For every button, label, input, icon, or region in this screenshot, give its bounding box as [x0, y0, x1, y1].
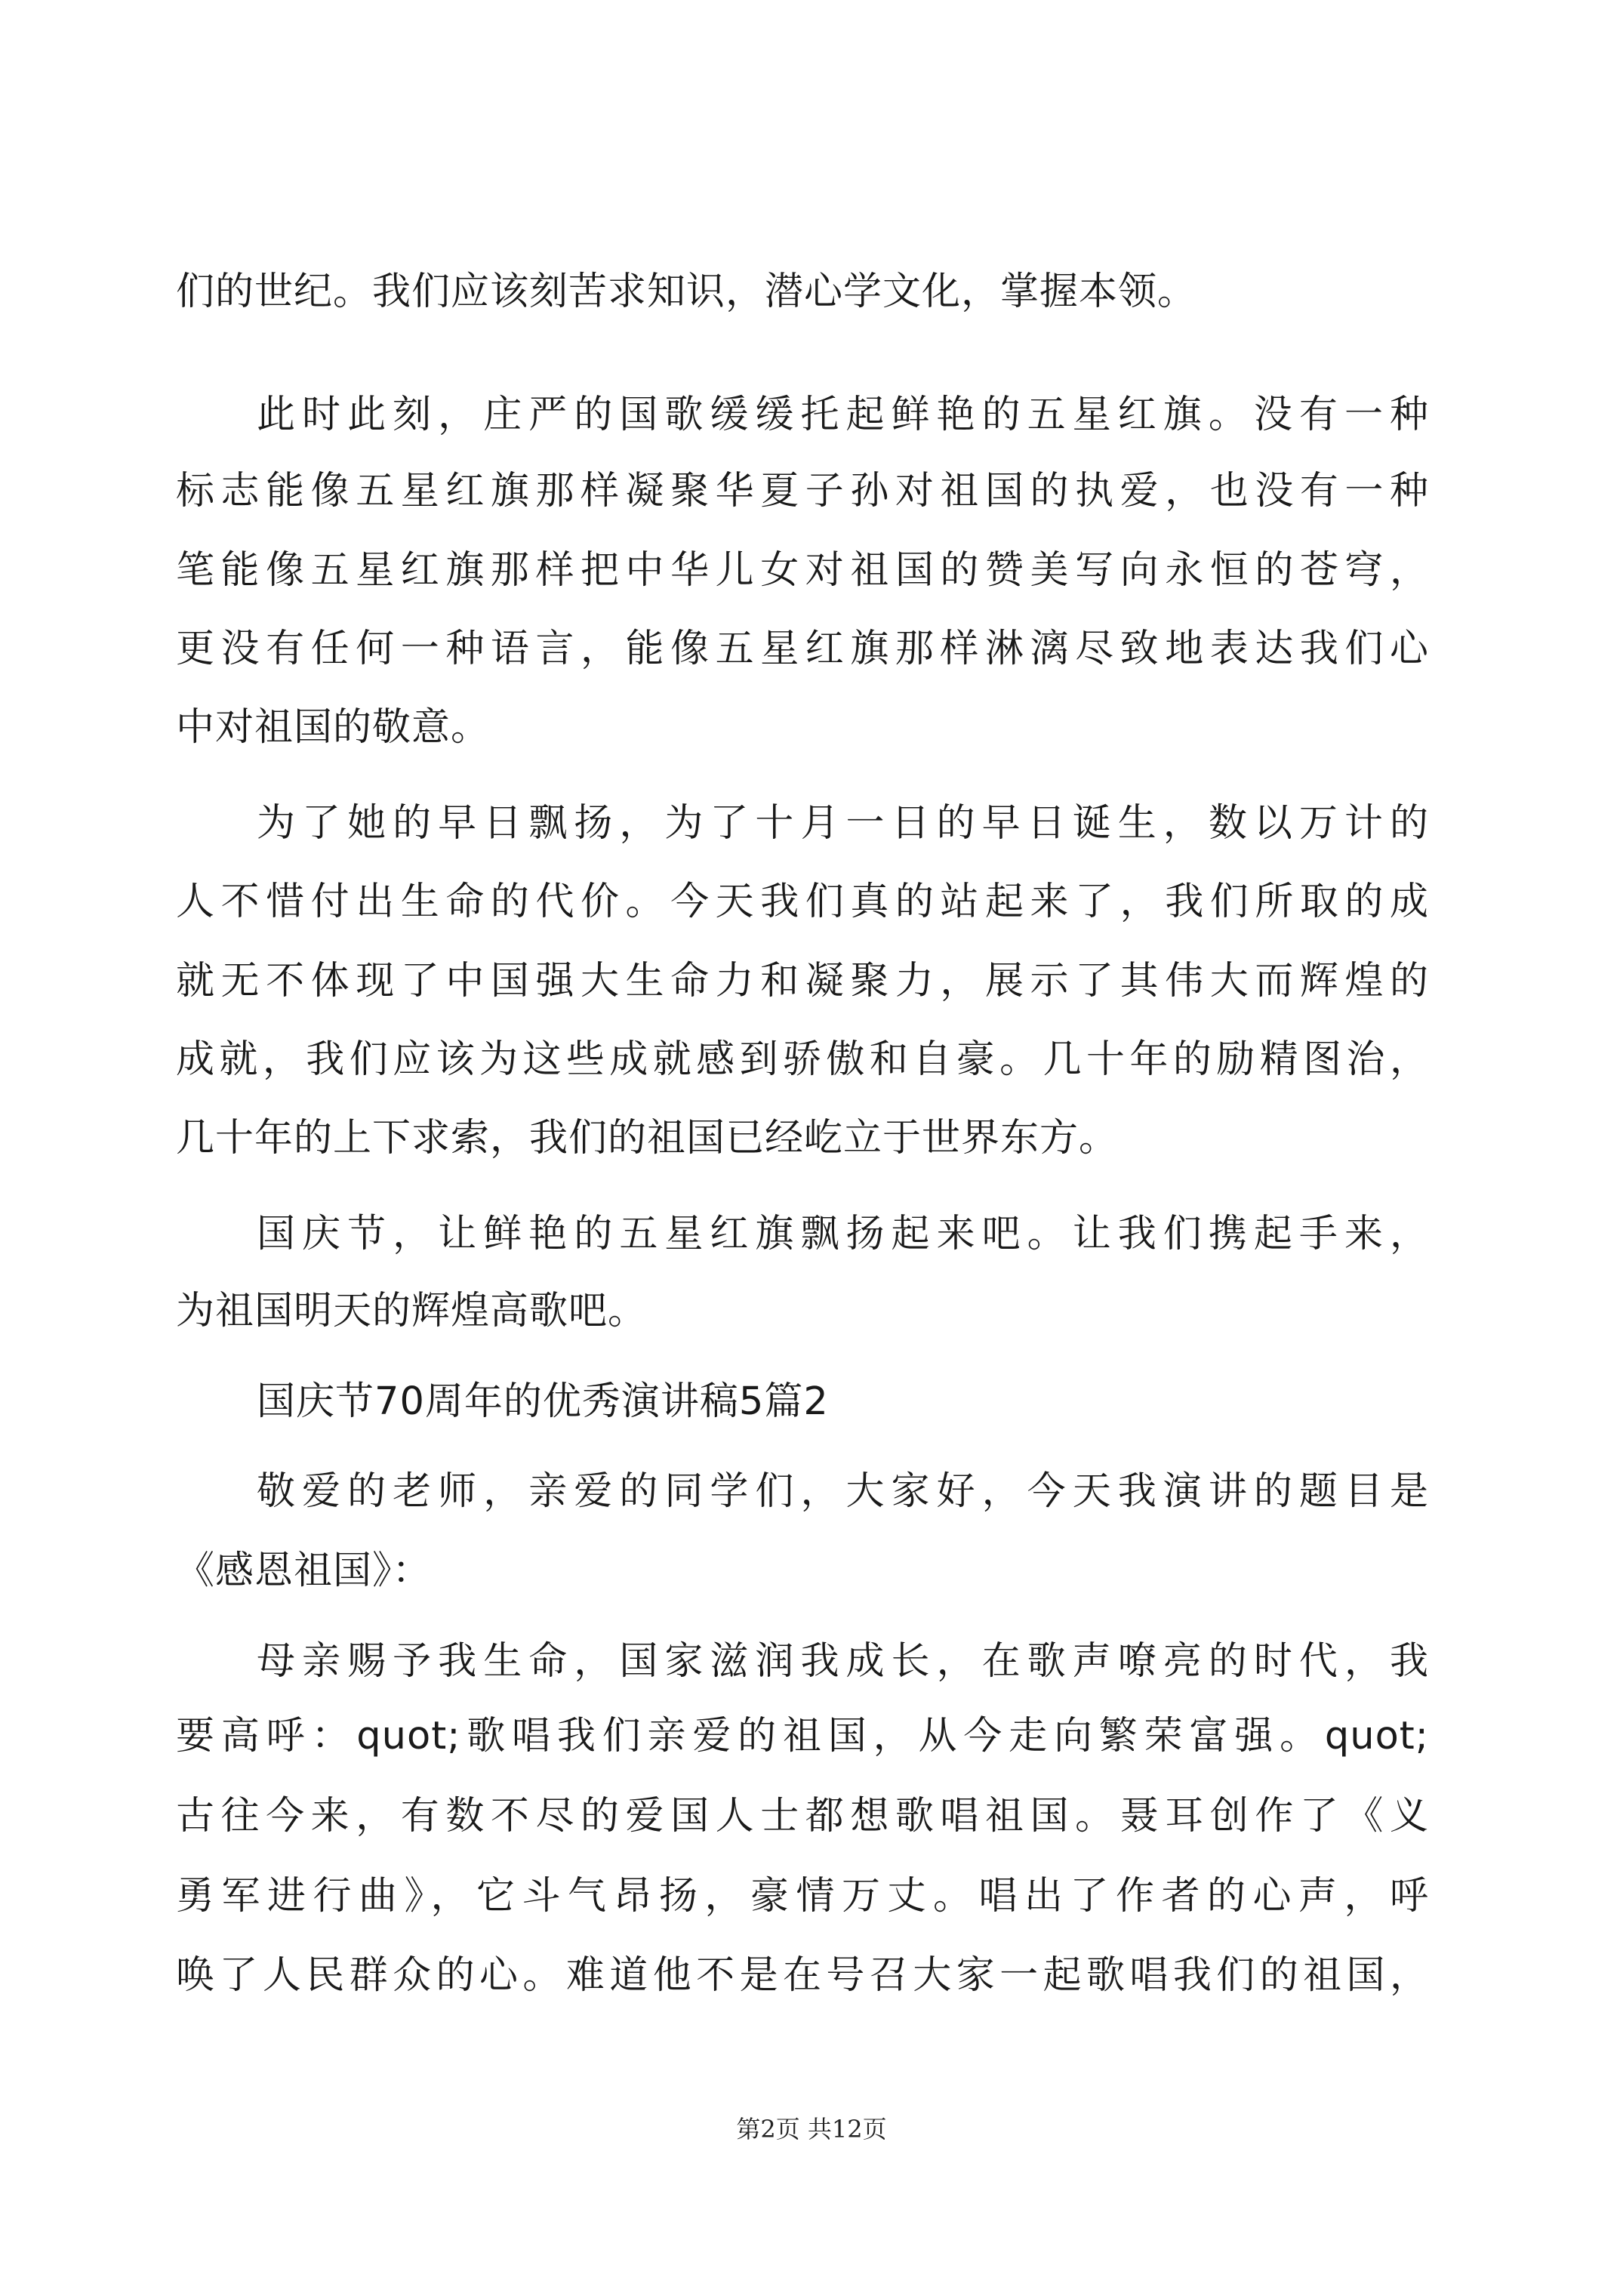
text-line: 古往今来，有数不尽的爱国人士都想歌唱祖国。聂耳创作了《义	[176, 1794, 1429, 1838]
text-line: 要高呼：quot;歌唱我们亲爱的祖国，从今走向繁荣富强。quot;	[176, 1714, 1429, 1758]
text-line: 唤了人民群众的心。难道他不是在号召大家一起歌唱我们的祖国，	[176, 1953, 1429, 1998]
text-line: 中对祖国的敬意。	[176, 705, 491, 750]
text-line: 为祖国明天的辉煌高歌吧。	[176, 1289, 648, 1333]
text-line: 人不惜付出生命的代价。今天我们真的站起来了，我们所取的成	[176, 880, 1429, 924]
text-line: 更没有任何一种语言，能像五星红旗那样淋漓尽致地表达我们心	[176, 627, 1429, 671]
page-footer: 第2页 共12页	[736, 2115, 887, 2143]
text-line: 《感恩祖国》：	[176, 1549, 432, 1593]
text-line: 敬爱的老师，亲爱的同学们，大家好，今天我演讲的题目是	[257, 1469, 1429, 1514]
text-line: 此时此刻，庄严的国歌缓缓托起鲜艳的五星红旗。没有一种	[257, 393, 1429, 437]
text-line: 标志能像五星红旗那样凝聚华夏子孙对祖国的执爱，也没有一种	[176, 469, 1429, 513]
text-line: 笔能像五星红旗那样把中华儿女对祖国的赞美写向永恒的苍穹，	[176, 548, 1429, 593]
text-line: 国庆节，让鲜艳的五星红旗飘扬起来吧。让我们携起手来，	[257, 1212, 1429, 1256]
text-line: 成就，我们应该为这些成就感到骄傲和自豪。几十年的励精图治，	[176, 1037, 1429, 1082]
text-line: 就无不体现了中国强大生命力和凝聚力，展示了其伟大而辉煌的	[176, 959, 1429, 1003]
text-line: 几十年的上下求索，我们的祖国已经屹立于世界东方。	[176, 1116, 1119, 1160]
text-line: 母亲赐予我生命，国家滋润我成长，在歌声嘹亮的时代，我	[257, 1639, 1429, 1684]
section-heading: 国庆节70周年的优秀演讲稿5篇2	[257, 1379, 829, 1424]
text-line: 勇军进行曲》，它斗气昂扬，豪情万丈。唱出了作者的心声，呼	[176, 1874, 1429, 1918]
text-line: 为了她的早日飘扬，为了十月一日的早日诞生，数以万计的	[257, 801, 1429, 846]
text-line: 们的世纪。我们应该刻苦求知识，潜心学文化，掌握本领。	[176, 270, 1197, 314]
